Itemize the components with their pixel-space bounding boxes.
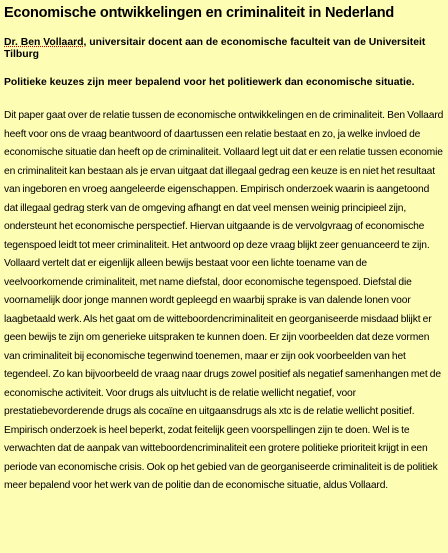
author-name: Dr. Ben Vollaard bbox=[4, 37, 84, 48]
lead-statement: Politieke keuzes zijn meer bepalend voor het politiewerk dan economische situatie. bbox=[4, 77, 415, 88]
document-title: Economische ontwikkelingen en criminaliteit in Nederland bbox=[4, 5, 395, 21]
author-affiliation: , universitair docent aan de economische faculteit van de Universiteit Tilburg bbox=[4, 37, 426, 60]
body-paragraph: Dit paper gaat over de relatie tussen de economische ontwikkelingen en de criminaliteit. Ben Vollaard heeft voor ons de vraag beantwoord of daartussen een relatie bestaat en zo, ja welke invloed de economische situatie dan heeft op de criminaliteit. Vollaard legt uit dat er een relatie tussen economie en criminaliteit kan bestaan als je ervan uitgaat dat illegaal gedrag een keuze is en niet het resultaat van ingeboren en vroeg aangeleerde eigenschappen. Empirisch onderzoek waarin is aangetoond dat illegaal gedrag sterk van de omgeving afhangt en dat veel mensen weinig principieel zijn, ondersteunt het economische perspectief. Hiervan uitgaande is de vervolgvraag of economische tegenspoed leidt tot meer criminaliteit. Het antwoord op deze vraag blijkt zeer genuanceerd te zijn. Vollaard vertelt dat er eigenlijk alleen bewijs bestaat voor een lichte toename van de veelvoorkomende criminaliteit, met name diefstal, door economische tegenspoed. Diefstal die voornamelijk door jonge mannen wordt gepleegd en waarbij sprake is van dalende lonen voor laagbetaald werk. Als het gaat om de witteboordencriminaliteit en georganiseerde misdaad blijkt er geen bewijs te zijn om generieke uitspraken te kunnen doen. Er zijn voorbeelden dat deze vormen van criminaliteit bij economische tegenwind toenemen, maar er zijn ook voorbeelden van het tegendeel. Zo kan bijvoorbeeld de vraag naar drugs zowel positief als negatief samenhangen met de economische activiteit. Voor drugs als uitvlucht is de relatie wellicht negatief, voor prestatiebevorderende drugs als cocaïne en uitgaansdrugs als xtc is de relatie wellicht positief. Empirisch onderzoek is heel beperkt, zodat feitelijk geen voorspellingen zijn te doen. Wel is te verwachten dat de aanpak van witteboordencriminaliteit een grotere politieke prioriteit krijgt in een periode van economische crisis. Ook op het gebied van de georganiseerde criminaliteit is de politiek meer bepalend voor het werk van de politie dan de economische situatie, aldus Vollaard. bbox=[4, 110, 444, 491]
author-line bbox=[4, 37, 444, 61]
